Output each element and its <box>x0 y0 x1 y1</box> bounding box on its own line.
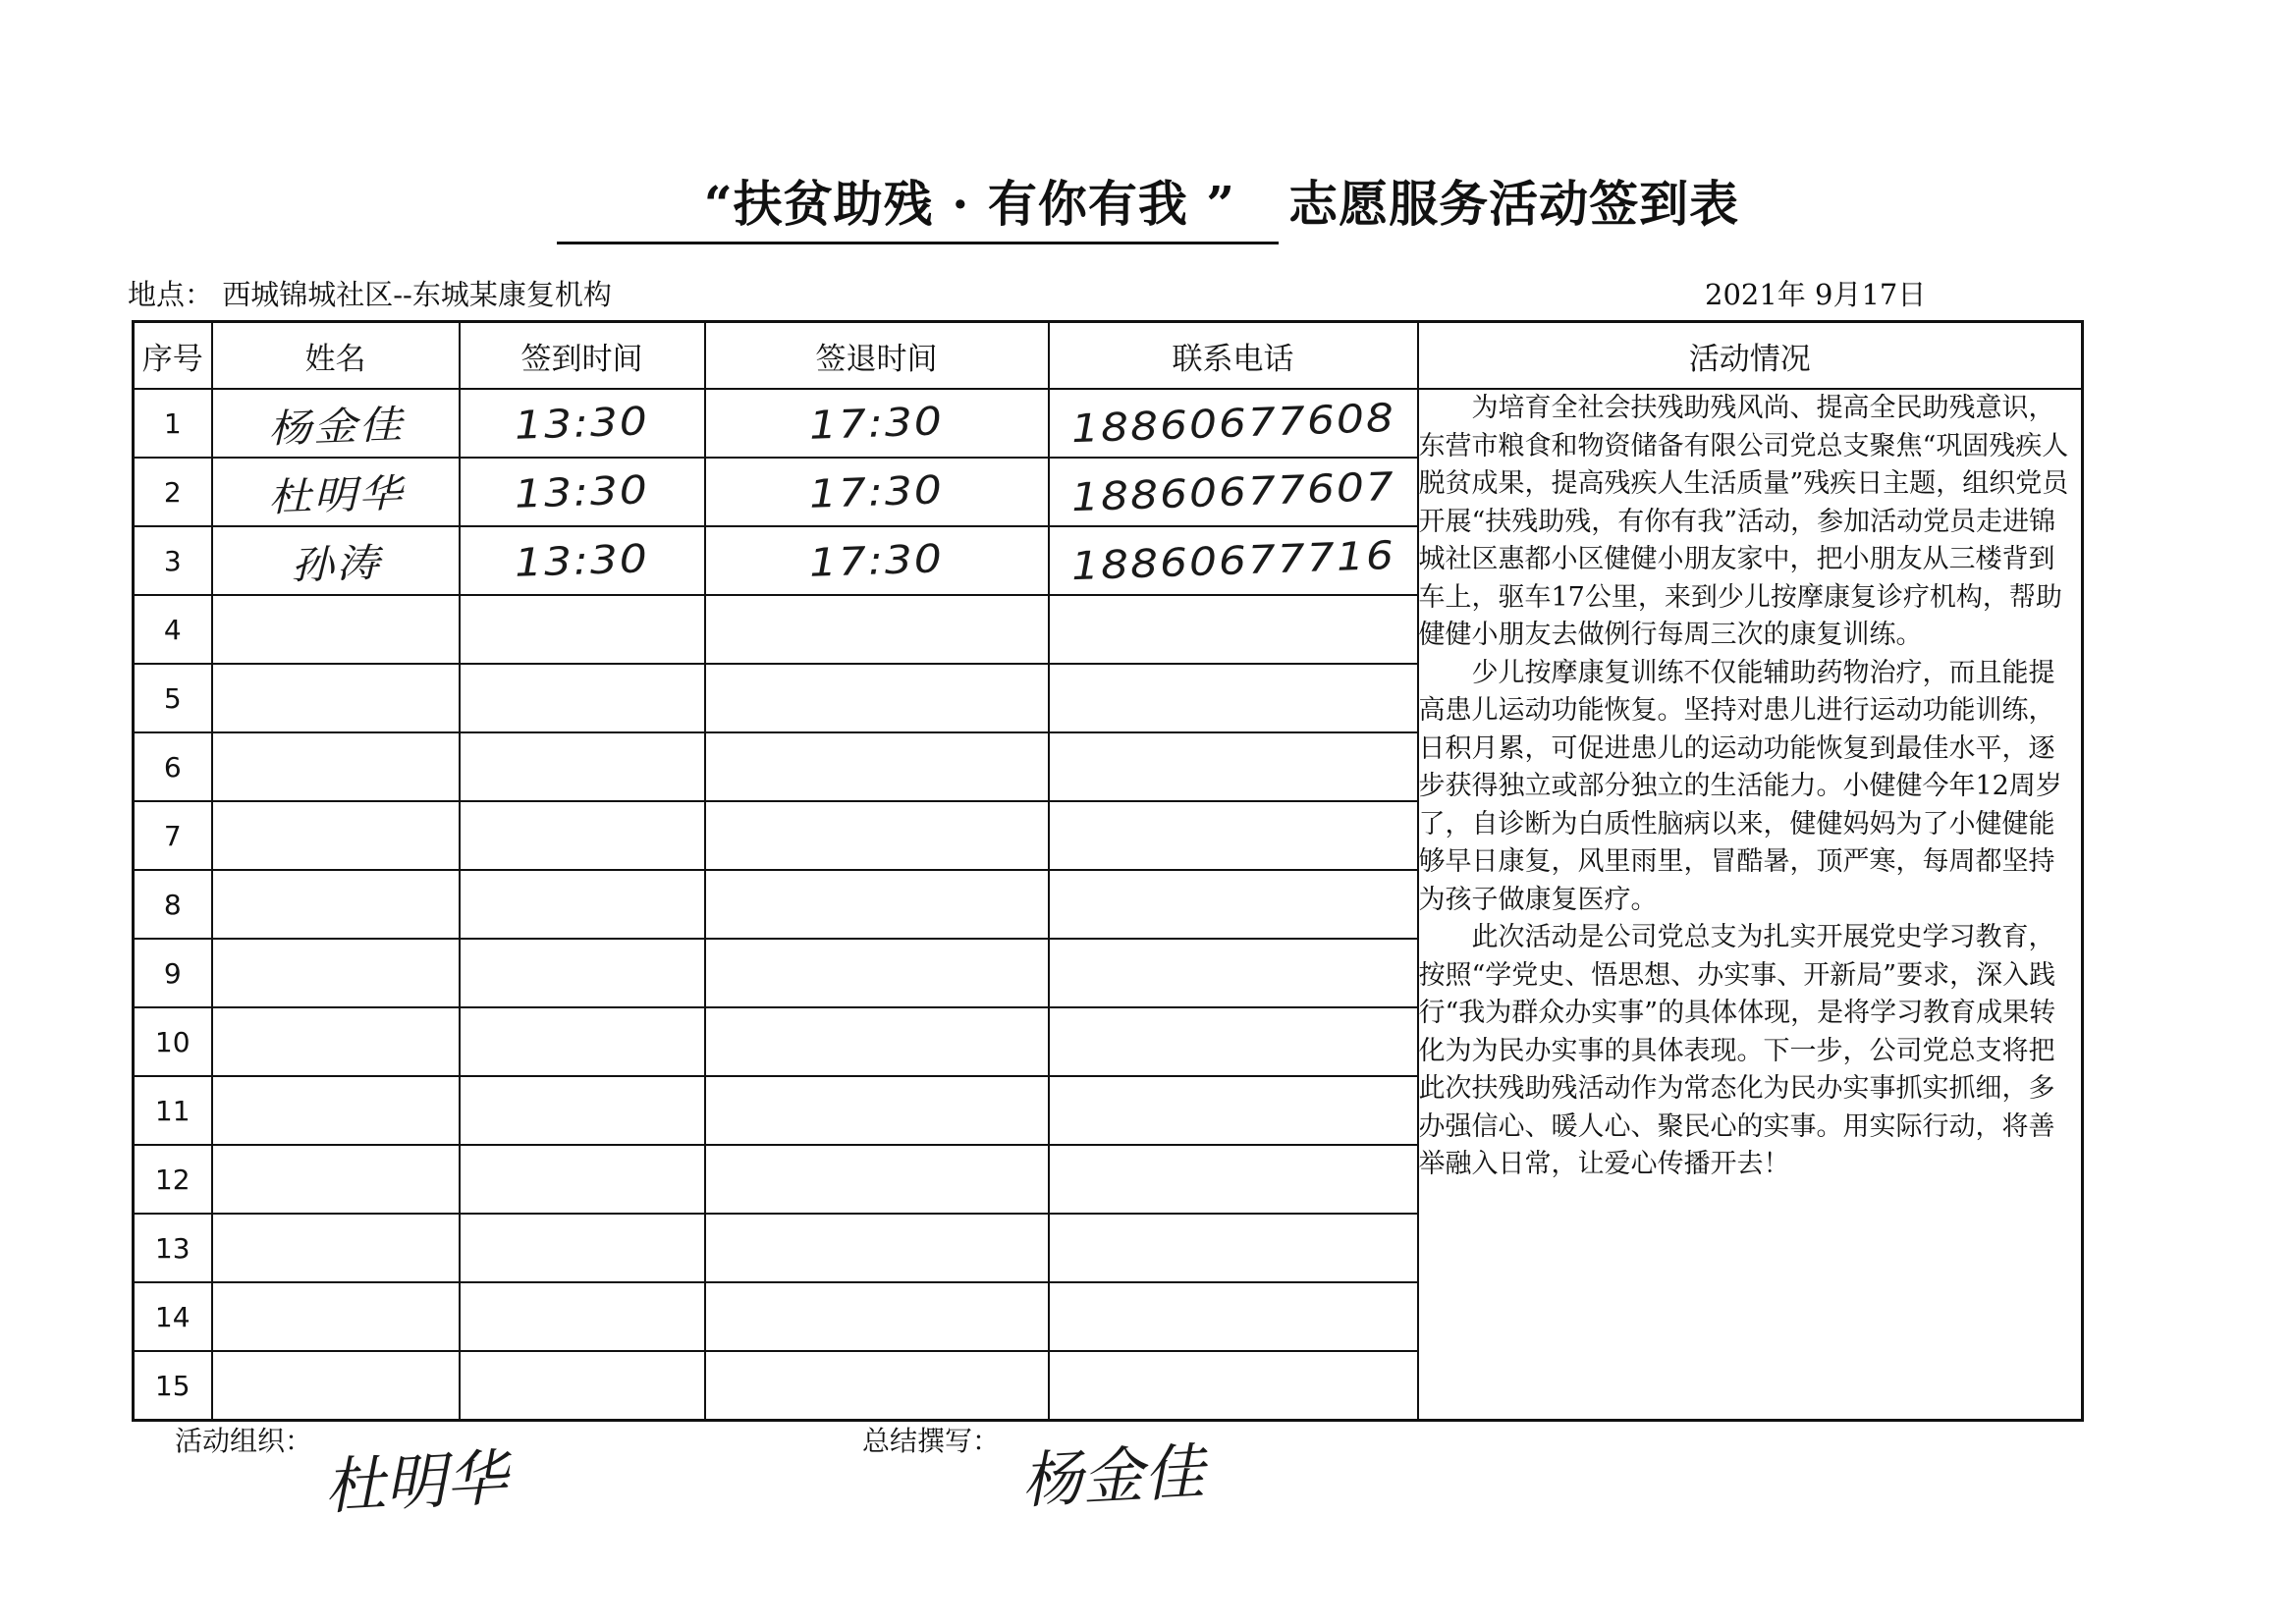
phone-cell <box>1049 664 1418 732</box>
row-number: 15 <box>134 1351 212 1421</box>
row-number: 8 <box>134 870 212 939</box>
row-number: 14 <box>134 1282 212 1351</box>
checkout-cell <box>705 664 1049 732</box>
name-cell <box>212 595 460 664</box>
row-number: 4 <box>134 595 212 664</box>
checkin-cell <box>460 1007 705 1076</box>
checkout-cell <box>705 1076 1049 1145</box>
checkout-cell <box>705 870 1049 939</box>
phone-cell <box>1049 1007 1418 1076</box>
checkout-cell <box>705 1351 1049 1421</box>
handwritten-name: 杜明华 <box>266 470 405 521</box>
row-number: 6 <box>134 732 212 801</box>
form-title <box>0 165 2296 244</box>
writer-label: 总结撰写： <box>862 1425 1001 1457</box>
table-row <box>134 389 2083 458</box>
checkin-cell <box>460 801 705 870</box>
name-cell <box>212 526 460 595</box>
handwritten-checkin: 13:30 <box>514 398 650 449</box>
col-checkin: 签到时间 <box>460 322 705 390</box>
activity-paragraph-1: 为培育全社会扶残助残风尚、提高全民助残意识，东营市粮食和物资储备有限公司党总支聚焦“巩固残疾人脱贫成果，提高残疾人生活质量”残疾日主题，组织党员开展“扶残助残，有你有我”活动，参加活动党员走进锦城社区惠都小区健健小朋友家中，把小朋友从三楼背到车上，驱车17公里，来到少儿按摩康复诊疗机构，帮助健健小朋友去做例行每周三次的康复训练。 <box>1418 393 2069 650</box>
checkout-cell <box>705 1282 1049 1351</box>
name-cell <box>212 1145 460 1214</box>
checkin-cell <box>460 458 705 526</box>
row-number: 13 <box>134 1214 212 1282</box>
checkout-cell <box>705 526 1049 595</box>
checkout-cell <box>705 595 1049 664</box>
name-cell <box>212 1007 460 1076</box>
row-number: 1 <box>134 389 212 458</box>
row-number: 10 <box>134 1007 212 1076</box>
col-phone: 联系电话 <box>1049 322 1418 390</box>
date: 2021年 9月17日 <box>1705 278 1927 311</box>
handwritten-phone: 18860677716 <box>1069 532 1396 589</box>
handwritten-checkin: 13:30 <box>514 466 650 517</box>
checkin-cell <box>460 1351 705 1421</box>
phone-cell <box>1049 1145 1418 1214</box>
handwritten-phone: 18860677607 <box>1069 463 1396 520</box>
checkout-cell <box>705 1007 1049 1076</box>
handwritten-name: 杨金佳 <box>266 402 405 453</box>
phone-cell <box>1049 870 1418 939</box>
name-cell <box>212 1282 460 1351</box>
row-number: 9 <box>134 939 212 1007</box>
col-name: 姓名 <box>212 322 460 390</box>
col-no: 序号 <box>134 322 212 390</box>
activity-description <box>1418 389 2083 1421</box>
phone-cell <box>1049 389 1418 458</box>
handwritten-checkout: 17:30 <box>808 466 945 517</box>
checkin-cell <box>460 1145 705 1214</box>
checkout-cell <box>705 801 1049 870</box>
phone-cell <box>1049 1076 1418 1145</box>
name-cell <box>212 939 460 1007</box>
checkin-cell <box>460 526 705 595</box>
checkin-cell <box>460 664 705 732</box>
name-cell <box>212 870 460 939</box>
row-number: 5 <box>134 664 212 732</box>
checkout-cell <box>705 1145 1049 1214</box>
handwritten-phone: 18860677608 <box>1069 395 1396 452</box>
name-cell <box>212 1076 460 1145</box>
location: 地点： 西城锦城社区--东城某康复机构 <box>128 278 612 311</box>
phone-cell <box>1049 939 1418 1007</box>
row-number: 3 <box>134 526 212 595</box>
phone-cell <box>1049 732 1418 801</box>
handwritten-checkin: 13:30 <box>514 535 650 586</box>
name-cell <box>212 664 460 732</box>
row-number: 12 <box>134 1145 212 1214</box>
name-cell <box>212 1351 460 1421</box>
checkin-cell <box>460 595 705 664</box>
title-rest: 志愿服务活动签到表 <box>1288 175 1740 233</box>
phone-cell <box>1049 595 1418 664</box>
row-number: 7 <box>134 801 212 870</box>
phone-cell <box>1049 458 1418 526</box>
col-activity: 活动情况 <box>1418 322 2083 390</box>
handwritten-checkout: 17:30 <box>808 398 945 449</box>
writer-signature: 杨金佳 <box>1019 1435 1207 1517</box>
name-cell <box>212 1214 460 1282</box>
handwritten-checkout: 17:30 <box>808 535 945 586</box>
checkout-cell <box>705 732 1049 801</box>
checkin-cell <box>460 732 705 801</box>
checkout-cell <box>705 1214 1049 1282</box>
organizer-label: 活动组织： <box>175 1425 313 1457</box>
checkout-cell <box>705 939 1049 1007</box>
checkin-cell <box>460 1214 705 1282</box>
activity-paragraph-3: 此次活动是公司党总支为扎实开展党史学习教育，按照“学党史、悟思想、办实事、开新局”要求，深入践行“我为群众办实事”的具体体现，是将学习教育成果转化为为民办实事的具体表现。下一步，公司党总支将把此次扶残助残活动作为常态化为民办实事抓实抓细，多办强信心、暖人心、聚民心的实事。用实际行动，将善举融入日常，让爱心传播开去！ <box>1418 922 2056 1179</box>
checkin-cell <box>460 1076 705 1145</box>
phone-cell <box>1049 1214 1418 1282</box>
row-number: 2 <box>134 458 212 526</box>
phone-cell <box>1049 526 1418 595</box>
phone-cell <box>1049 801 1418 870</box>
name-cell <box>212 732 460 801</box>
row-number: 11 <box>134 1076 212 1145</box>
header-row <box>134 322 2083 390</box>
handwritten-name: 孙涛 <box>289 540 382 589</box>
checkin-cell <box>460 939 705 1007</box>
checkout-cell <box>705 458 1049 526</box>
col-checkout: 签退时间 <box>705 322 1049 390</box>
organizer-signature: 杜明华 <box>322 1441 510 1523</box>
name-cell <box>212 389 460 458</box>
sign-in-table <box>132 320 2084 1422</box>
activity-paragraph-2: 少儿按摩康复训练不仅能辅助药物治疗，而且能提高患儿运动功能恢复。坚持对患儿进行运动功能训练，日积月累，可促进患儿的运动功能恢复到最佳水平，逐步获得独立或部分独立的生活能力。小健健今年12周岁了，自诊断为白质性脑病以来，健健妈妈为了小健健能够早日康复，风里雨里，冒酷暑，顶严寒，每周都坚持为孩子做康复医疗。 <box>1418 657 2062 915</box>
checkin-cell <box>460 1282 705 1351</box>
checkin-cell <box>460 870 705 939</box>
name-cell <box>212 801 460 870</box>
checkout-cell <box>705 389 1049 458</box>
checkin-cell <box>460 389 705 458</box>
phone-cell <box>1049 1351 1418 1421</box>
phone-cell <box>1049 1282 1418 1351</box>
title-underlined: “扶贫助残 · 有你有我 ” <box>557 165 1279 244</box>
name-cell <box>212 458 460 526</box>
